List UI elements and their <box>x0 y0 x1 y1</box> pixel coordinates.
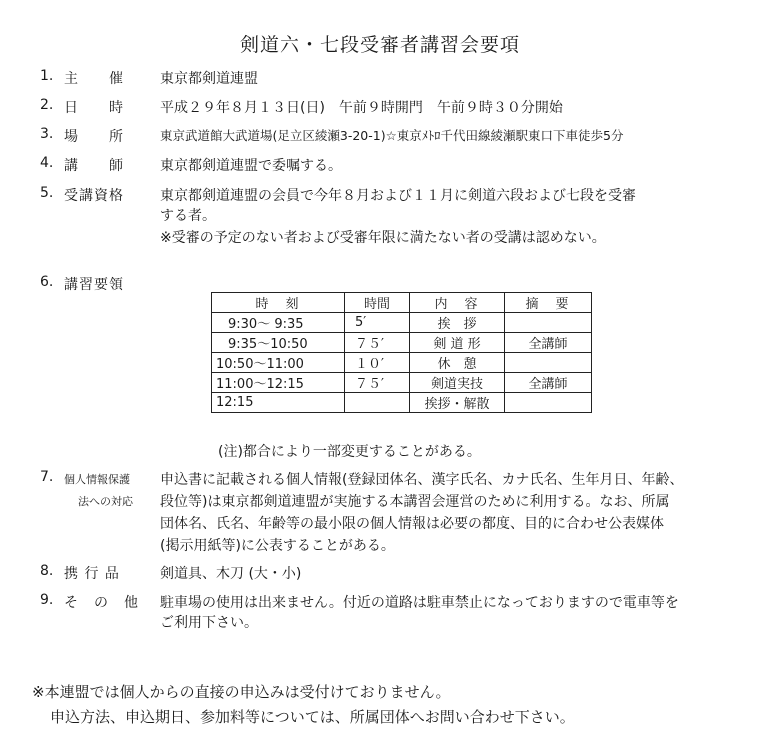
item-label-other: そ の 他 <box>64 595 139 611</box>
schedule-cell-duration: １０′ <box>345 353 410 373</box>
document-title: 剣道六・七段受審者講習会要項 <box>239 34 520 56</box>
item-value-other-line: 駐車場の使用は出来ません。付近の道路は駐車禁止になっておりますので電車等を <box>160 595 679 611</box>
item-value-privacy-line: (掲示用紙等)に公表することがある。 <box>160 538 395 554</box>
item-label-privacy-line: 法への対応 <box>78 495 133 508</box>
schedule-cell-duration: ７５′ <box>345 373 410 393</box>
item-value-datetime: 平成２９年８月１３日(日) 午前９時開門 午前９時３０分開始 <box>160 100 563 116</box>
schedule-cell-time: 9:30～ 9:35 <box>212 313 345 333</box>
schedule-cell-time: 10:50～11:00 <box>212 353 345 373</box>
schedule-cell-duration <box>345 393 410 413</box>
schedule-cell-note: 全講師 <box>505 333 592 353</box>
schedule-cell-content: 休 憩 <box>410 353 505 373</box>
schedule-cell-note <box>505 313 592 333</box>
schedule-cell-time: 11:00～12:15 <box>212 373 345 393</box>
schedule-header-duration: 時間 <box>345 293 410 313</box>
item-number: 4. <box>40 155 54 171</box>
item-label-belongings: 携 行 品 <box>64 566 120 582</box>
schedule-cell-content: 剣道実技 <box>410 373 505 393</box>
item-number: 5. <box>40 185 54 201</box>
table-row <box>212 313 592 333</box>
table-row <box>212 333 592 353</box>
schedule-cell-duration: 5′ <box>345 313 410 333</box>
item-value-belongings: 剣道具、木刀 (大・小) <box>160 566 302 582</box>
item-number: 8. <box>40 563 54 579</box>
schedule-cell-duration: ７５′ <box>345 333 410 353</box>
item-label-program: 講習要領 <box>64 277 124 293</box>
item-value-other-line: ご利用下さい。 <box>160 615 258 631</box>
item-number: 1. <box>40 68 54 84</box>
table-row <box>212 373 592 393</box>
schedule-cell-content: 挨拶・解散 <box>410 393 505 413</box>
item-number: 9. <box>40 592 54 608</box>
table-row <box>212 393 592 413</box>
item-label-privacy-line: 個人情報保護 <box>64 473 130 486</box>
item-value-instructor: 東京都剣道連盟で委嘱する。 <box>160 158 342 174</box>
item-label-venue: 場 所 <box>64 129 124 145</box>
footer-inquiry: 申込方法、申込期日、参加料等については、所属団体へお問い合わせ下さい。 <box>50 708 575 726</box>
item-value-privacy-line: 段位等)は東京都剣道連盟が実施する本講習会運営のために利用する。なお、所属 <box>160 494 670 510</box>
item-value-privacy-line: 申込書に記載される個人情報(登録団体名、漢字氏名、カナ氏名、生年月日、年齢、 <box>160 472 684 488</box>
schedule-cell-note <box>505 353 592 373</box>
item-value-organizer: 東京都剣道連盟 <box>160 71 258 87</box>
schedule-cell-note <box>505 393 592 413</box>
item-label-organizer: 主 催 <box>64 71 124 87</box>
item-number: 7. <box>40 469 54 485</box>
item-number: 6. <box>40 274 54 290</box>
table-row <box>212 353 592 373</box>
item-value-eligibility-line: する者。 <box>160 208 216 224</box>
schedule-table <box>211 292 592 413</box>
schedule-header-row <box>212 293 592 313</box>
footer-notice: ※本連盟では個人からの直接の申込みは受付けておりません。 <box>32 683 451 701</box>
item-label-eligibility: 受講資格 <box>64 188 124 204</box>
item-label-datetime: 日 時 <box>64 100 124 116</box>
schedule-header-time: 時 刻 <box>212 293 345 313</box>
schedule-cell-time: 12:15 <box>212 393 345 413</box>
schedule-note: (注)都合により一部変更することがある。 <box>218 444 481 460</box>
item-value-eligibility-note: ※受審の予定のない者および受審年限に満たない者の受講は認めない。 <box>160 230 606 246</box>
schedule-cell-content: 挨 拶 <box>410 313 505 333</box>
schedule-cell-content: 剣 道 形 <box>410 333 505 353</box>
schedule-header-content: 内 容 <box>410 293 505 313</box>
schedule-cell-note: 全講師 <box>505 373 592 393</box>
item-value-privacy-line: 団体名、氏名、年齢等の最小限の個人情報は必要の都度、目的に合わせ公表媒体 <box>160 516 664 532</box>
item-value-venue: 東京武道館大武道場(足立区綾瀬3-20-1)☆東京ﾒﾄﾛ千代田線綾瀬駅東口下車徒歩5分 <box>160 128 624 143</box>
schedule-header-note: 摘 要 <box>505 293 592 313</box>
item-label-instructor: 講 師 <box>64 158 124 174</box>
schedule-cell-time: 9:35～10:50 <box>212 333 345 353</box>
item-number: 2. <box>40 97 54 113</box>
item-value-eligibility-line: 東京都剣道連盟の会員で今年８月および１１月に剣道六段および七段を受審 <box>160 188 636 204</box>
item-number: 3. <box>40 126 54 142</box>
